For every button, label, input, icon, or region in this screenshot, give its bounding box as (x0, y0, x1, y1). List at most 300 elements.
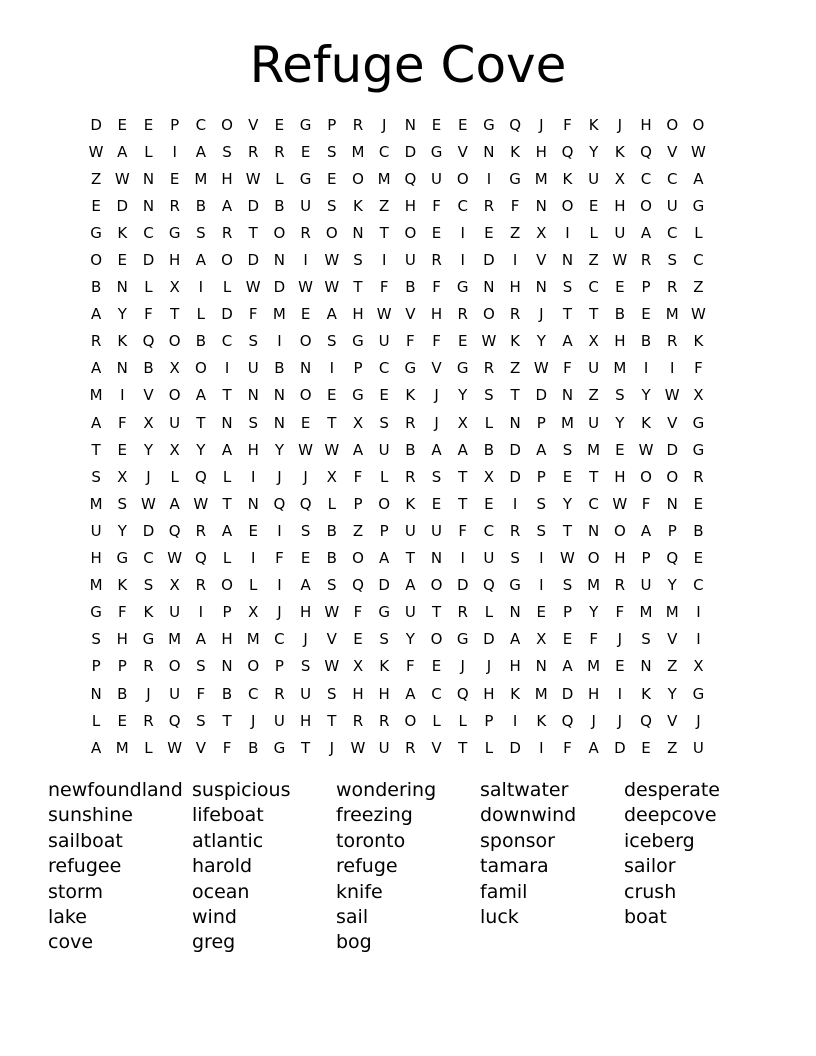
grid-letter: U (378, 332, 390, 351)
grid-letter: O (692, 115, 705, 134)
grid-letter: U (300, 684, 312, 703)
grid-letter: R (90, 332, 102, 351)
word-list-item: luck (480, 905, 519, 928)
grid-letter: T (562, 305, 573, 324)
grid-letter: L (249, 576, 258, 595)
grid-letter: B (143, 359, 154, 378)
grid-letter: L (144, 142, 153, 161)
grid-letter: U (666, 196, 678, 215)
word-list-item: crush (624, 880, 677, 903)
grid-letter: N (247, 386, 259, 405)
grid-letter: A (169, 494, 180, 513)
grid-letter: Q (561, 711, 574, 730)
grid-letter: Q (168, 711, 181, 730)
word-list-item: saltwater (480, 779, 569, 801)
grid-letter: E (248, 521, 258, 540)
grid-letter: I (565, 223, 570, 242)
grid-letter: N (273, 251, 286, 270)
grid-letter: S (300, 657, 311, 676)
grid-letter: J (277, 467, 282, 486)
grid-letter: F (353, 603, 363, 622)
grid-letter: G (168, 223, 181, 242)
grid-letter: E (300, 305, 311, 324)
grid-letter: H (169, 251, 181, 270)
grid-letter: N (640, 657, 652, 676)
grid-letter: J (303, 467, 308, 486)
grid-letter: H (352, 684, 364, 703)
word-list-item: desperate (624, 779, 720, 801)
grid-letter: L (327, 494, 336, 513)
grid-letter: J (434, 413, 439, 432)
grid-letter: P (536, 413, 546, 432)
grid-letter: W (612, 494, 628, 513)
grid-letter: K (117, 332, 128, 351)
grid-letter: S (248, 413, 258, 432)
grid-letter: F (641, 494, 651, 513)
grid-letter: I (198, 603, 204, 622)
grid-letter: H (483, 684, 495, 703)
grid-letter: G (692, 440, 705, 459)
grid-letter: F (406, 657, 415, 676)
grid-letter: R (431, 251, 442, 270)
grid-letter: R (352, 115, 364, 134)
grid-letter: Y (562, 494, 573, 513)
grid-letter: I (224, 359, 230, 378)
grid-letter: S (379, 630, 389, 649)
grid-letter: U (431, 169, 443, 188)
grid-letter: W (245, 278, 261, 297)
grid-letter: I (696, 630, 701, 649)
grid-letter: A (562, 657, 573, 676)
grid-letter: D (247, 196, 259, 215)
grid-letter: M (272, 305, 286, 324)
grid-letter: Q (640, 142, 652, 161)
grid-letter: D (561, 684, 574, 703)
grid-letter: E (143, 115, 154, 134)
grid-letter: E (117, 251, 128, 270)
grid-letter: J (329, 738, 334, 757)
grid-letter: U (588, 413, 600, 432)
grid-letter: X (169, 576, 180, 595)
grid-letter: J (591, 711, 596, 730)
grid-letter: R (483, 359, 495, 378)
grid-letter: D (142, 521, 155, 540)
page-title: Refuge Cove (249, 36, 567, 94)
grid-letter: K (510, 684, 521, 703)
grid-letter: I (460, 549, 465, 568)
grid-letter: X (169, 440, 180, 459)
grid-letter: C (483, 521, 495, 540)
grid-letter: K (614, 142, 625, 161)
grid-letter: C (247, 684, 259, 703)
grid-letter: L (196, 305, 206, 324)
grid-letter: Q (456, 684, 469, 703)
grid-letter: K (510, 332, 521, 351)
grid-letter: U (640, 576, 652, 595)
grid-letter: S (248, 332, 258, 351)
grid-letter: M (587, 657, 601, 676)
grid-letter: R (483, 196, 495, 215)
word-list-item: storm (48, 880, 103, 903)
grid-letter: Y (117, 305, 127, 324)
grid-letter: I (460, 223, 465, 242)
grid-letter: E (484, 223, 494, 242)
grid-letter: C (588, 494, 599, 513)
grid-letter: I (512, 494, 518, 513)
grid-letter: R (693, 467, 704, 486)
grid-letter: W (298, 440, 314, 459)
word-list-item: atlantic (192, 829, 264, 852)
grid-letter: I (277, 521, 282, 540)
grid-letter: S (327, 684, 337, 703)
grid-letter: H (430, 305, 443, 324)
grid-letter: G (509, 169, 521, 188)
grid-letter: D (247, 251, 259, 270)
grid-letter: S (91, 467, 101, 486)
grid-letter: G (692, 684, 705, 703)
grid-letter: N (273, 413, 286, 432)
grid-letter: U (404, 521, 416, 540)
grid-letter: L (275, 169, 284, 188)
word-list-item: refugee (48, 855, 122, 878)
grid-letter: C (693, 251, 704, 270)
grid-letter: Z (588, 251, 599, 270)
grid-letter: M (534, 684, 548, 703)
grid-letter: G (692, 413, 705, 432)
grid-letter: O (430, 630, 443, 649)
grid-letter: S (379, 413, 389, 432)
grid-letter: X (352, 413, 364, 432)
grid-letter: U (483, 549, 495, 568)
grid-letter: W (350, 738, 366, 757)
grid-letter: R (169, 196, 180, 215)
grid-letter: T (405, 549, 415, 568)
grid-letter: A (221, 196, 233, 215)
grid-letter: D (509, 440, 521, 459)
grid-letter: W (481, 332, 497, 351)
grid-letter: O (666, 467, 679, 486)
grid-letter: U (378, 738, 390, 757)
grid-letter: A (90, 738, 102, 757)
grid-letter: O (430, 576, 443, 595)
grid-letter: Y (589, 603, 599, 622)
grid-letter: T (301, 738, 311, 757)
grid-letter: F (406, 332, 415, 351)
grid-letter: W (88, 142, 104, 161)
grid-letter: O (325, 223, 338, 242)
grid-letter: M (534, 169, 548, 188)
grid-letter: B (248, 738, 259, 757)
grid-letter: O (640, 467, 652, 486)
grid-letter: B (614, 305, 625, 324)
grid-letter: A (326, 305, 337, 324)
grid-letter: T (379, 223, 389, 242)
grid-letter: N (299, 359, 312, 378)
grid-letter: H (509, 278, 521, 297)
grid-letter: I (329, 359, 334, 378)
grid-letter: S (327, 142, 337, 161)
grid-letter: V (143, 386, 154, 405)
grid-letter: C (431, 684, 442, 703)
grid-letter: J (539, 115, 544, 134)
grid-letter: F (379, 278, 389, 297)
grid-letter: C (143, 549, 154, 568)
grid-letter: G (90, 603, 102, 622)
grid-letter: D (614, 738, 626, 757)
word-list-item: boat (624, 905, 667, 928)
grid-letter: S (222, 142, 232, 161)
grid-letter: F (458, 521, 468, 540)
grid-letter: M (587, 576, 601, 595)
grid-letter: X (614, 169, 625, 188)
grid-letter: Q (404, 169, 417, 188)
grid-letter: O (221, 576, 233, 595)
grid-letter: M (587, 440, 601, 459)
grid-letter: H (588, 684, 600, 703)
grid-letter: W (324, 657, 340, 676)
grid-letter: N (561, 386, 574, 405)
grid-letter: A (90, 413, 102, 432)
grid-letter: O (483, 305, 495, 324)
grid-letter: E (117, 115, 128, 134)
grid-letter: Y (117, 521, 127, 540)
grid-letter: Z (667, 738, 678, 757)
grid-letter: S (562, 576, 573, 595)
grid-letter: O (352, 549, 364, 568)
grid-letter: H (614, 549, 626, 568)
grid-letter: A (588, 738, 599, 757)
grid-letter: G (299, 169, 312, 188)
grid-letter: Z (509, 359, 521, 378)
grid-letter: R (195, 521, 207, 540)
grid-letter: J (146, 467, 151, 486)
grid-letter: L (694, 223, 703, 242)
grid-letter: R (405, 467, 416, 486)
grid-letter: U (169, 684, 181, 703)
grid-letter: V (431, 359, 442, 378)
grid-letter: R (667, 278, 678, 297)
grid-letter: A (300, 576, 311, 595)
grid-letter: H (116, 630, 128, 649)
grid-letter: O (352, 169, 364, 188)
grid-letter: D (666, 440, 678, 459)
grid-letter: H (378, 684, 390, 703)
grid-letter: O (587, 549, 600, 568)
grid-letter: U (378, 440, 390, 459)
grid-letter: N (588, 521, 600, 540)
grid-letter: G (273, 738, 286, 757)
grid-letter: S (327, 332, 337, 351)
grid-letter: V (326, 630, 337, 649)
grid-letter: S (91, 630, 101, 649)
grid-letter: S (484, 386, 494, 405)
grid-letter: C (143, 223, 154, 242)
grid-letter: G (404, 359, 417, 378)
grid-letter: Z (90, 169, 102, 188)
grid-letter: O (90, 251, 102, 270)
grid-letter: Y (196, 440, 206, 459)
grid-letter: R (274, 684, 285, 703)
grid-letter: S (300, 521, 311, 540)
grid-letter: Z (379, 196, 390, 215)
grid-letter: X (693, 386, 704, 405)
grid-letter: F (563, 115, 572, 134)
grid-letter: E (693, 494, 704, 513)
grid-letter: L (432, 711, 441, 730)
grid-letter: R (405, 738, 416, 757)
grid-letter: D (509, 738, 521, 757)
grid-letter: I (303, 251, 308, 270)
grid-letter: U (273, 711, 285, 730)
grid-letter: Y (536, 332, 546, 351)
grid-letter: W (324, 251, 340, 270)
grid-letter: T (510, 386, 520, 405)
grid-letter: I (277, 332, 282, 351)
grid-letter: I (670, 359, 675, 378)
grid-letter: E (615, 440, 625, 459)
grid-letter: L (222, 278, 232, 297)
grid-letter: C (693, 576, 704, 595)
grid-letter: T (458, 467, 468, 486)
grid-letter: B (405, 440, 416, 459)
grid-letter: P (536, 467, 546, 486)
grid-letter: H (509, 657, 521, 676)
grid-letter: Y (641, 386, 651, 405)
grid-letter: G (90, 223, 102, 242)
grid-letter: O (168, 657, 181, 676)
grid-letter: B (221, 684, 233, 703)
grid-letter: F (510, 196, 520, 215)
grid-letter: J (434, 386, 439, 405)
grid-letter: P (667, 521, 677, 540)
grid-letter: A (195, 386, 206, 405)
grid-letter: I (696, 603, 701, 622)
grid-letter: F (117, 413, 127, 432)
grid-letter: W (324, 603, 340, 622)
grid-letter: O (640, 196, 652, 215)
grid-letter: E (588, 196, 599, 215)
letter-grid (83, 111, 712, 761)
grid-letter: W (376, 305, 392, 324)
grid-letter: H (614, 332, 626, 351)
grid-letter: P (484, 711, 494, 730)
grid-letter: G (456, 630, 469, 649)
grid-letter: Q (168, 521, 181, 540)
grid-letter: L (170, 467, 179, 486)
grid-letter: H (247, 440, 259, 459)
grid-letter: I (277, 576, 282, 595)
grid-letter: E (300, 549, 311, 568)
word-list-item: wondering (336, 779, 437, 801)
grid-letter: A (536, 440, 547, 459)
grid-letter: Y (667, 576, 677, 595)
grid-letter: Q (142, 332, 155, 351)
grid-letter: J (277, 603, 282, 622)
grid-letter: A (195, 251, 206, 270)
grid-letter: H (299, 603, 312, 622)
grid-letter: H (221, 169, 233, 188)
grid-letter: P (117, 657, 127, 676)
grid-letter: O (247, 657, 260, 676)
grid-letter: E (562, 630, 573, 649)
grid-letter: L (144, 278, 153, 297)
grid-letter: I (617, 684, 623, 703)
grid-letter: F (144, 305, 153, 324)
grid-letter: I (251, 549, 256, 568)
grid-letter: K (353, 196, 363, 215)
grid-letter: R (378, 711, 390, 730)
grid-letter: P (327, 115, 337, 134)
word-list-item (480, 930, 624, 955)
grid-letter: E (379, 386, 389, 405)
grid-letter: W (690, 305, 706, 324)
grid-letter: T (248, 223, 258, 242)
grid-letter: D (483, 251, 495, 270)
grid-letter: P (353, 359, 363, 378)
grid-letter: D (535, 386, 548, 405)
grid-letter: V (667, 711, 678, 730)
grid-letter: X (169, 278, 180, 297)
grid-letter: A (117, 142, 128, 161)
grid-letter: C (666, 169, 678, 188)
grid-letter: C (378, 142, 390, 161)
grid-letter: K (588, 115, 599, 134)
grid-letter: D (483, 630, 495, 649)
grid-letter: E (431, 223, 442, 242)
grid-letter: A (195, 142, 206, 161)
grid-letter: U (614, 223, 626, 242)
grid-letter: R (509, 305, 521, 324)
grid-letter: X (248, 603, 259, 622)
grid-letter: L (379, 467, 389, 486)
grid-letter: S (327, 576, 337, 595)
grid-letter: E (562, 467, 573, 486)
grid-letter: A (90, 359, 102, 378)
grid-letter: M (639, 603, 653, 622)
grid-letter: X (588, 332, 599, 351)
grid-letter: B (640, 332, 652, 351)
grid-letter: B (274, 359, 285, 378)
grid-letter: T (562, 521, 573, 540)
grid-letter: Q (194, 467, 207, 486)
grid-letter: E (117, 440, 128, 459)
grid-letter: B (483, 440, 495, 459)
grid-letter: W (324, 440, 340, 459)
grid-letter: A (457, 440, 468, 459)
grid-letter: T (458, 494, 468, 513)
grid-letter: E (457, 115, 468, 134)
grid-letter: U (588, 359, 600, 378)
grid-letter: B (326, 521, 337, 540)
grid-letter: W (167, 549, 183, 568)
grid-letter: T (589, 305, 599, 324)
grid-letter: A (562, 332, 573, 351)
grid-letter: J (696, 711, 701, 730)
grid-letter: K (405, 386, 416, 405)
grid-letter: R (195, 576, 207, 595)
grid-letter: A (379, 549, 390, 568)
grid-letter: B (195, 196, 206, 215)
grid-letter: W (560, 549, 575, 568)
grid-letter: G (378, 603, 390, 622)
grid-letter: E (91, 196, 101, 215)
grid-letter: V (667, 413, 678, 432)
word-list-item: newfoundland (48, 779, 183, 801)
word-list-item: downwind (480, 804, 577, 827)
grid-letter: H (299, 711, 312, 730)
grid-letter: E (431, 115, 442, 134)
grid-letter: N (352, 223, 364, 242)
